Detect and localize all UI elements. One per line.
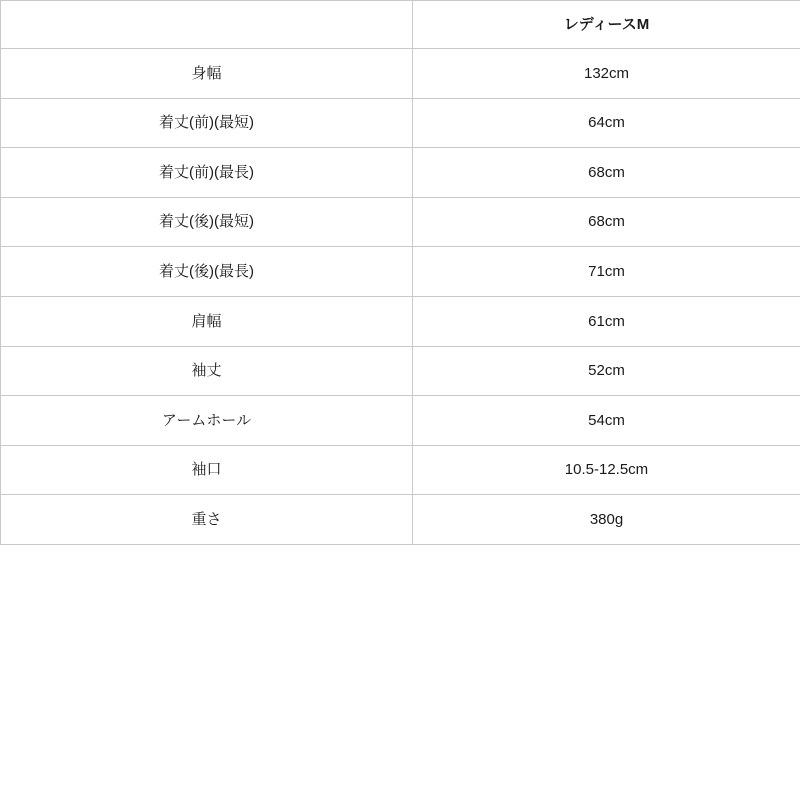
- measurement-label: 重さ: [1, 495, 413, 545]
- measurement-value: 68cm: [413, 197, 800, 247]
- measurement-label: 着丈(前)(最短): [1, 98, 413, 148]
- table-body: [1, 49, 800, 545]
- table-row: [1, 495, 800, 545]
- measurement-value: 61cm: [413, 296, 800, 346]
- table-row: [1, 49, 800, 99]
- measurement-value: 10.5-12.5cm: [413, 445, 800, 495]
- measurement-label: 着丈(後)(最短): [1, 197, 413, 247]
- column-header-size: レディースM: [413, 1, 800, 49]
- table-row: [1, 98, 800, 148]
- table-header: [1, 1, 800, 49]
- table-row: [1, 346, 800, 396]
- measurement-value: 132cm: [413, 49, 800, 99]
- table-row: [1, 197, 800, 247]
- table-header-row: [1, 1, 800, 49]
- measurement-value: 54cm: [413, 396, 800, 446]
- measurement-value: 71cm: [413, 247, 800, 297]
- measurement-label: 身幅: [1, 49, 413, 99]
- measurement-value: 52cm: [413, 346, 800, 396]
- measurement-label: 肩幅: [1, 296, 413, 346]
- measurement-label: 袖丈: [1, 346, 413, 396]
- measurement-label: 着丈(後)(最長): [1, 247, 413, 297]
- measurement-label: アームホール: [1, 396, 413, 446]
- table-row: [1, 445, 800, 495]
- table-row: [1, 148, 800, 198]
- measurement-value: 68cm: [413, 148, 800, 198]
- table-row: [1, 396, 800, 446]
- column-header-blank: [1, 1, 413, 49]
- table-row: [1, 296, 800, 346]
- measurement-value: 380g: [413, 495, 800, 545]
- measurement-label: 着丈(前)(最長): [1, 148, 413, 198]
- measurement-label: 袖口: [1, 445, 413, 495]
- measurement-value: 64cm: [413, 98, 800, 148]
- table-row: [1, 247, 800, 297]
